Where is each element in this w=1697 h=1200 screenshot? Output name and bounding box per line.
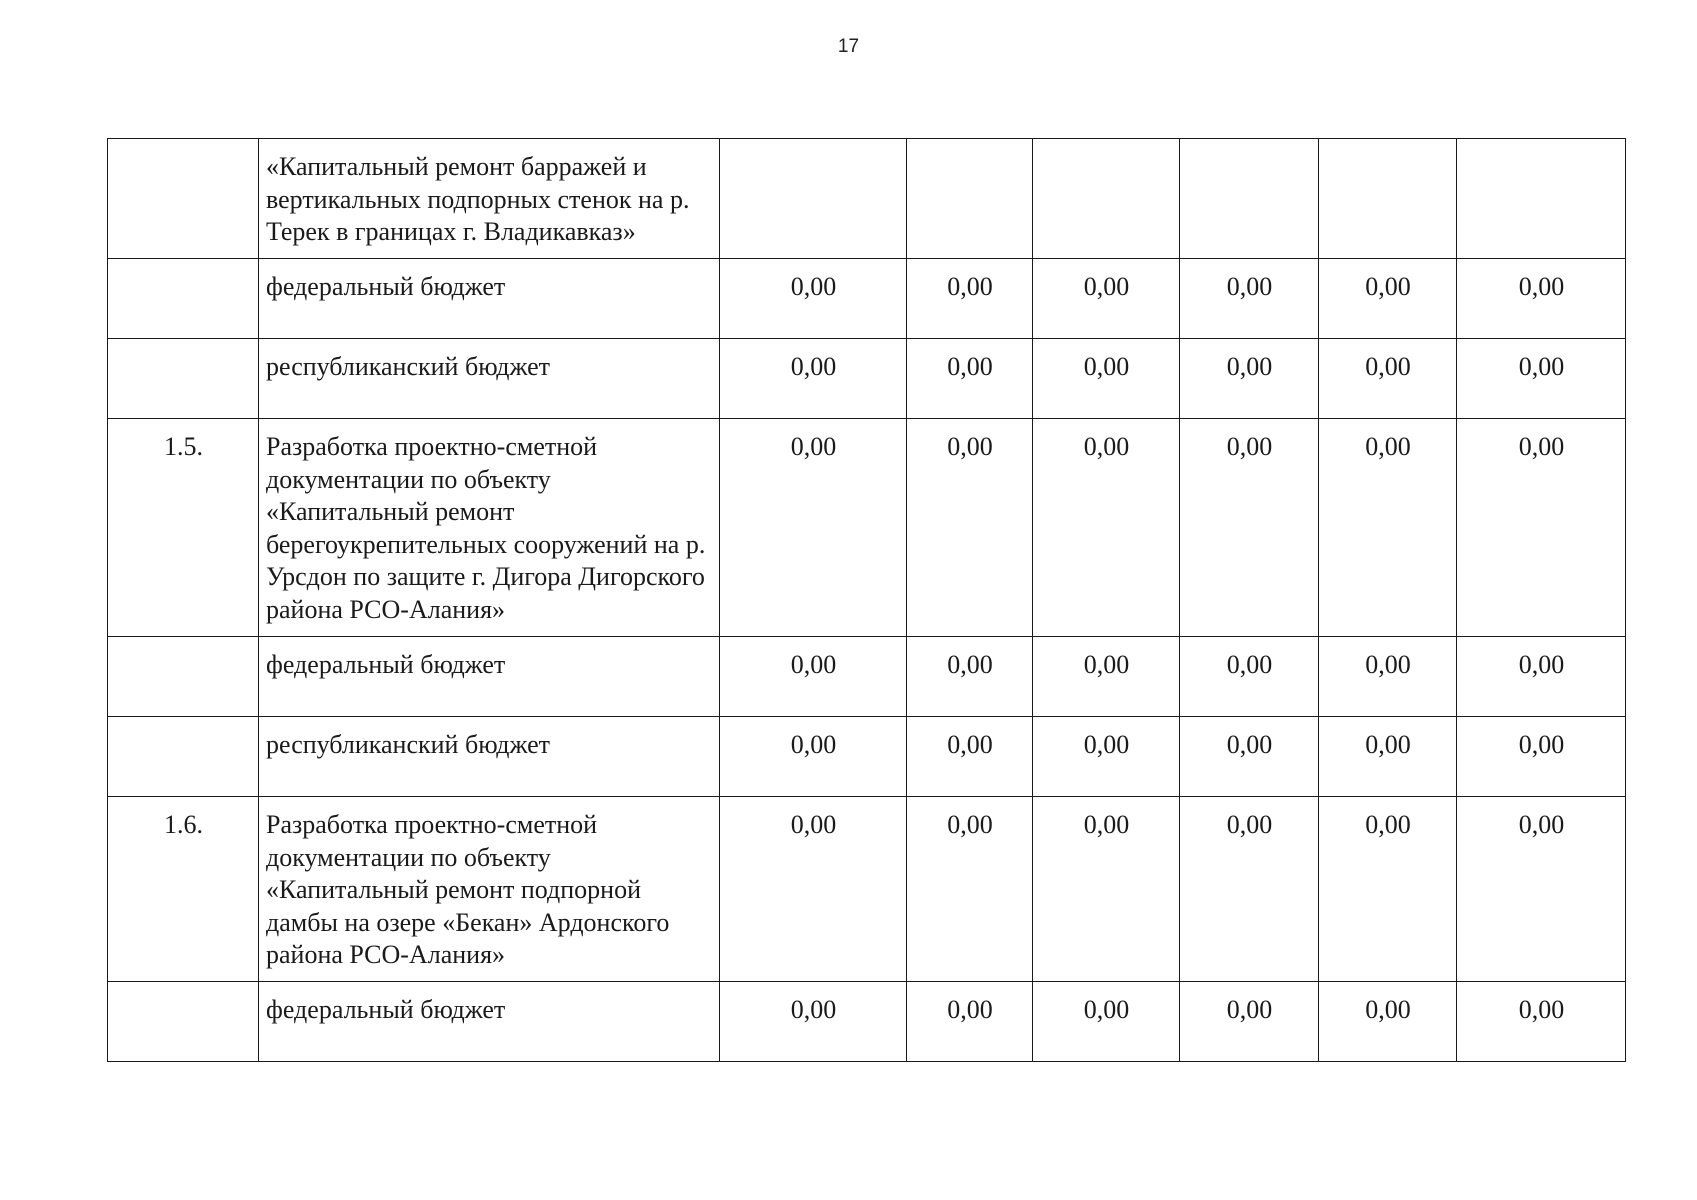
row-description: Разработка проектно-сметной документации по объекту «Капитальный ремонт берегоукрепительных сооружений на р. Урсдон по защите г. Дигора Дигорского района РСО-Алания»: [259, 419, 720, 637]
row-description: федеральный бюджет: [259, 637, 720, 717]
value-cell: 0,00: [720, 982, 907, 1062]
table-row: [108, 259, 1626, 339]
table-row: [108, 982, 1626, 1062]
row-description: республиканский бюджет: [259, 717, 720, 797]
value-cell: [1319, 139, 1457, 259]
value-cell: 0,00: [1033, 419, 1180, 637]
value-cell: 0,00: [1180, 259, 1319, 339]
row-number: [108, 139, 259, 259]
page-number: 17: [837, 36, 860, 57]
value-cell: 0,00: [1319, 797, 1457, 982]
value-cell: 0,00: [1033, 982, 1180, 1062]
value-cell: 0,00: [720, 717, 907, 797]
value-cell: 0,00: [720, 797, 907, 982]
value-cell: 0,00: [1457, 717, 1626, 797]
value-cell: [720, 139, 907, 259]
value-cell: 0,00: [1319, 259, 1457, 339]
value-cell: 0,00: [1457, 982, 1626, 1062]
value-cell: [1457, 139, 1626, 259]
value-cell: 0,00: [1033, 717, 1180, 797]
value-cell: 0,00: [1457, 339, 1626, 419]
value-cell: 0,00: [1457, 637, 1626, 717]
row-number: 1.6.: [108, 797, 259, 982]
value-cell: 0,00: [720, 637, 907, 717]
value-cell: 0,00: [1457, 419, 1626, 637]
value-cell: 0,00: [1033, 339, 1180, 419]
table-row: [108, 419, 1626, 637]
value-cell: 0,00: [1457, 259, 1626, 339]
value-cell: [1180, 139, 1319, 259]
row-number: [108, 339, 259, 419]
value-cell: 0,00: [1319, 637, 1457, 717]
row-description: республиканский бюджет: [259, 339, 720, 419]
table-row: [108, 637, 1626, 717]
value-cell: 0,00: [907, 717, 1033, 797]
value-cell: 0,00: [907, 339, 1033, 419]
value-cell: 0,00: [1180, 797, 1319, 982]
value-cell: 0,00: [720, 419, 907, 637]
row-description: федеральный бюджет: [259, 259, 720, 339]
row-number: 1.5.: [108, 419, 259, 637]
value-cell: 0,00: [907, 259, 1033, 339]
value-cell: 0,00: [720, 339, 907, 419]
value-cell: 0,00: [1319, 339, 1457, 419]
value-cell: 0,00: [1180, 717, 1319, 797]
table-row: [108, 139, 1626, 259]
table-row: [108, 339, 1626, 419]
value-cell: 0,00: [1033, 797, 1180, 982]
value-cell: 0,00: [907, 797, 1033, 982]
row-number: [108, 717, 259, 797]
value-cell: 0,00: [907, 419, 1033, 637]
value-cell: 0,00: [1180, 339, 1319, 419]
value-cell: 0,00: [907, 982, 1033, 1062]
row-description: «Капитальный ремонт барражей и вертикальных подпорных стенок на р. Терек в границах г. Владикавказ»: [259, 139, 720, 259]
value-cell: 0,00: [1033, 637, 1180, 717]
value-cell: 0,00: [1319, 419, 1457, 637]
row-number: [108, 637, 259, 717]
row-number: [108, 982, 259, 1062]
table-row: [108, 717, 1626, 797]
value-cell: 0,00: [1319, 982, 1457, 1062]
value-cell: 0,00: [1319, 717, 1457, 797]
value-cell: 0,00: [1457, 797, 1626, 982]
value-cell: 0,00: [1180, 982, 1319, 1062]
value-cell: 0,00: [1033, 259, 1180, 339]
row-description: Разработка проектно-сметной документации по объекту «Капитальный ремонт подпорной дамбы на озере «Бекан» Ардонского района РСО-Алания»: [259, 797, 720, 982]
value-cell: [907, 139, 1033, 259]
table-row: [108, 797, 1626, 982]
value-cell: 0,00: [720, 259, 907, 339]
value-cell: 0,00: [907, 637, 1033, 717]
value-cell: 0,00: [1180, 419, 1319, 637]
row-number: [108, 259, 259, 339]
value-cell: [1033, 139, 1180, 259]
budget-table: [107, 138, 1626, 1062]
row-description: федеральный бюджет: [259, 982, 720, 1062]
value-cell: 0,00: [1180, 637, 1319, 717]
